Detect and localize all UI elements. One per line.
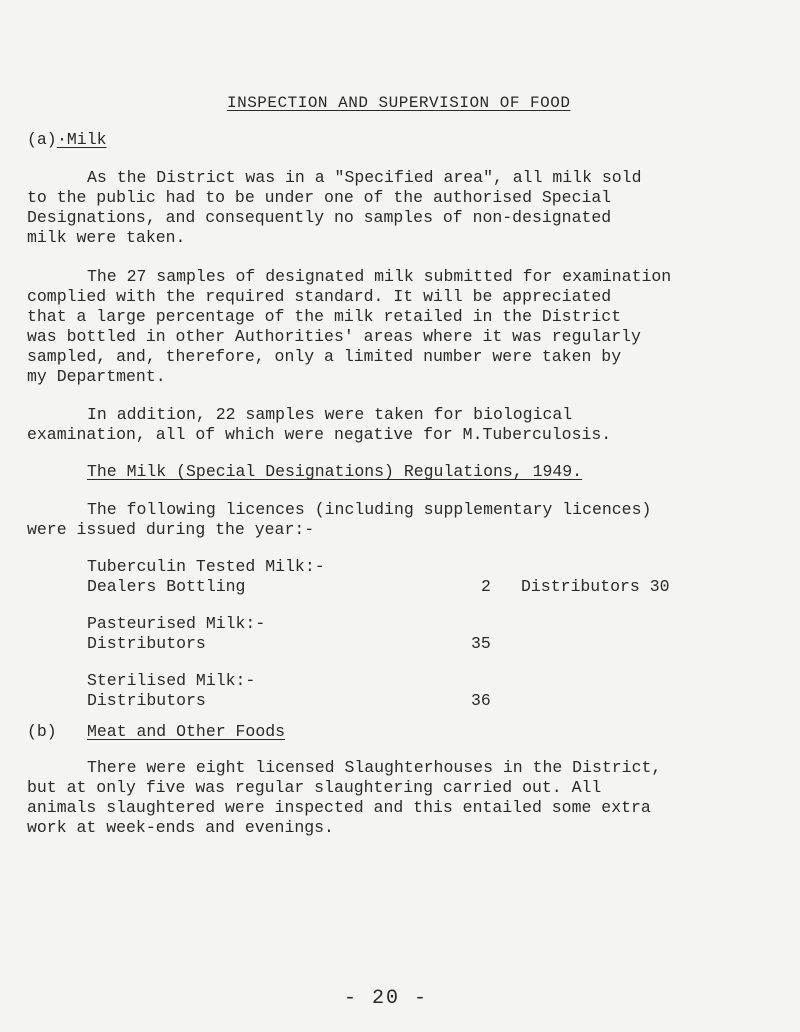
text-line: was bottled in other Authorities' areas where it was regularly xyxy=(27,327,641,346)
text-line: In addition, 22 samples were taken for biological xyxy=(87,405,573,424)
licence-extra: Distributors 30 xyxy=(521,577,670,596)
text-line: examination, all of which were negative for M.Tuberculosis. xyxy=(27,425,612,444)
licence-category: Tuberculin Tested Milk:- xyxy=(87,557,325,576)
text-line: As the District was in a "Specified area", all milk sold xyxy=(87,168,642,187)
text-line: sampled, and, therefore, only a limited number were taken by xyxy=(27,347,622,366)
licence-count: 36 xyxy=(471,691,491,710)
text-line: work at week-ends and evenings. xyxy=(27,818,334,837)
text-line: complied with the required standard. It will be appreciated xyxy=(27,287,612,306)
section-b-label: (b) xyxy=(27,722,57,741)
text-line: milk were taken. xyxy=(27,228,186,247)
licence-count: 35 xyxy=(471,634,491,653)
text-line: but at only five was regular slaughtering carried out. All xyxy=(27,778,602,797)
text-line: animals slaughtered were inspected and this entailed some extra xyxy=(27,798,651,817)
licence-category: Sterilised Milk:- xyxy=(87,671,256,690)
section-b-title: Meat and Other Foods xyxy=(87,722,286,741)
text-line: my Department. xyxy=(27,367,166,386)
section-a-label: (a) xyxy=(27,130,57,149)
text-line: to the public had to be under one of the authorised Special xyxy=(27,188,612,207)
text-line: that a large percentage of the milk retailed in the District xyxy=(27,307,622,326)
licence-count: 2 xyxy=(481,577,491,596)
text-line: Designations, and consequently no samples of non-designated xyxy=(27,208,612,227)
section-a-title: ·Milk xyxy=(57,130,107,149)
licence-type: Distributors xyxy=(87,634,206,653)
text-line: There were eight licensed Slaughterhouses in the District, xyxy=(87,758,662,777)
regulations-heading: The Milk (Special Designations) Regulations, 1949. xyxy=(87,462,583,481)
page-title: INSPECTION AND SUPERVISION OF FOOD xyxy=(227,94,571,112)
page-number: - 20 - xyxy=(344,987,429,1010)
licence-type: Dealers Bottling xyxy=(87,577,246,596)
text-line: The following licences (including supplementary licences) xyxy=(87,500,652,519)
licence-type: Distributors xyxy=(87,691,206,710)
licence-category: Pasteurised Milk:- xyxy=(87,614,266,633)
text-line: The 27 samples of designated milk submitted for examination xyxy=(87,267,672,286)
text-line: were issued during the year:- xyxy=(27,520,315,539)
